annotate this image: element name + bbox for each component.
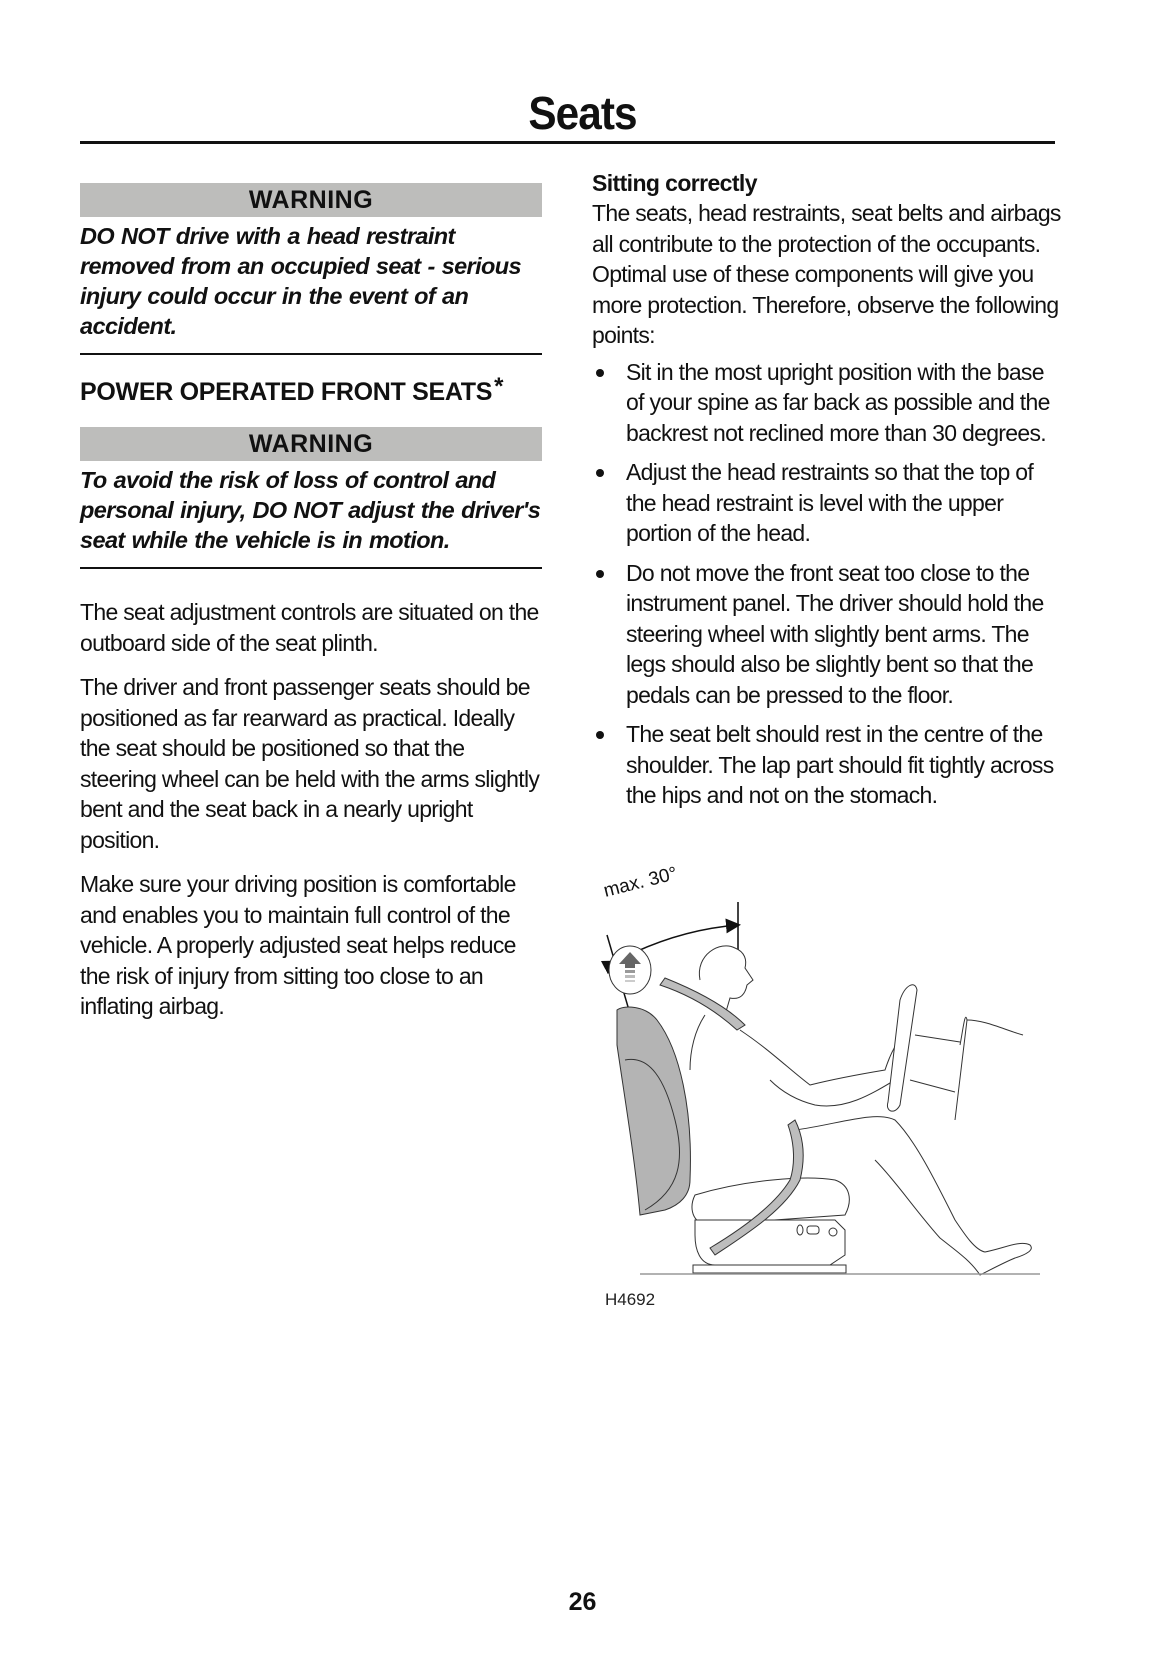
list-item-text: The seat belt should rest in the centre of the shoulder. The lap part should fit tightly across the hips and not on the stomach. [626,721,1054,808]
body-paragraphs [80,597,542,1022]
list-item [592,357,1062,449]
head-restraint-up-arrow-icon [609,946,651,994]
list-item-text: Adjust the head restraints so that the top of the head restraint is level with the upper portion of the head. [626,459,1034,546]
sitting-points-list [592,357,1062,811]
warning-box-adjust-motion [80,427,542,569]
seating-position-illustration [595,863,1045,1320]
list-item-text: Sit in the most upright position with the base of your spine as far back as possible and the backrest not reclined more than 30 degrees. [626,358,1050,446]
list-item [592,558,1062,711]
section-heading-text: POWER OPERATED FRONT SEATS [80,378,493,406]
paragraph: The seat adjustment controls are situated on the outboard side of the seat plinth. [80,599,539,656]
warning-divider [80,567,542,569]
paragraph: Make sure your driving position is comfortable and enables you to maintain full control of the vehicle. A properly adjusted seat helps reduce the risk of injury from sitting too close to an inflating airbag. [80,871,516,1019]
left-column [80,183,542,1022]
driver-seat-diagram [595,880,1045,1320]
list-item [592,719,1062,811]
sub-heading-sitting-correctly: Sitting correctly [592,170,757,196]
list-item-text: Do not move the front seat too close to the instrument panel. The driver should hold the steering wheel with slightly bent arms. The legs should also be slightly bent so that the pedals can be pressed to the floor. [626,559,1044,708]
warning-text: To avoid the risk of loss of control and personal injury, DO NOT adjust the driver's seat while the vehicle is in motion. [80,467,541,553]
right-column [592,168,1062,820]
angle-label: max. 30° [601,863,680,902]
section-heading-power-seats [80,373,542,407]
paragraph: The driver and front passenger seats should be positioned as far rearward as practical. Ideally the seat should be positioned so that the steering wheel can be held with the arms slightly bent and the seat back in a nearly upright position. [80,674,540,853]
page-number: 26 [568,1588,597,1616]
warning-box-head-restraint [80,183,542,355]
bullet-icon [596,469,604,477]
page-title: Seats [528,87,637,139]
warning-label: WARNING [80,427,542,461]
intro-paragraph: The seats, head restraints, seat belts and airbags all contribute to the protection of the occupants. Optimal use of these components will give you more protection. Therefore, observe the following points: [592,200,1061,348]
warning-divider [80,353,542,355]
list-item [592,457,1062,549]
warning-label: WARNING [80,183,542,217]
bullet-icon [596,731,604,739]
bullet-icon [596,369,604,377]
optional-equipment-marker: * [494,373,504,400]
bullet-icon [596,570,604,578]
warning-text: DO NOT drive with a head restraint removed from an occupied seat - serious injury could occur in the event of an accident. [80,223,521,339]
title-divider [80,141,1055,144]
figure-id: H4692 [605,1290,656,1309]
